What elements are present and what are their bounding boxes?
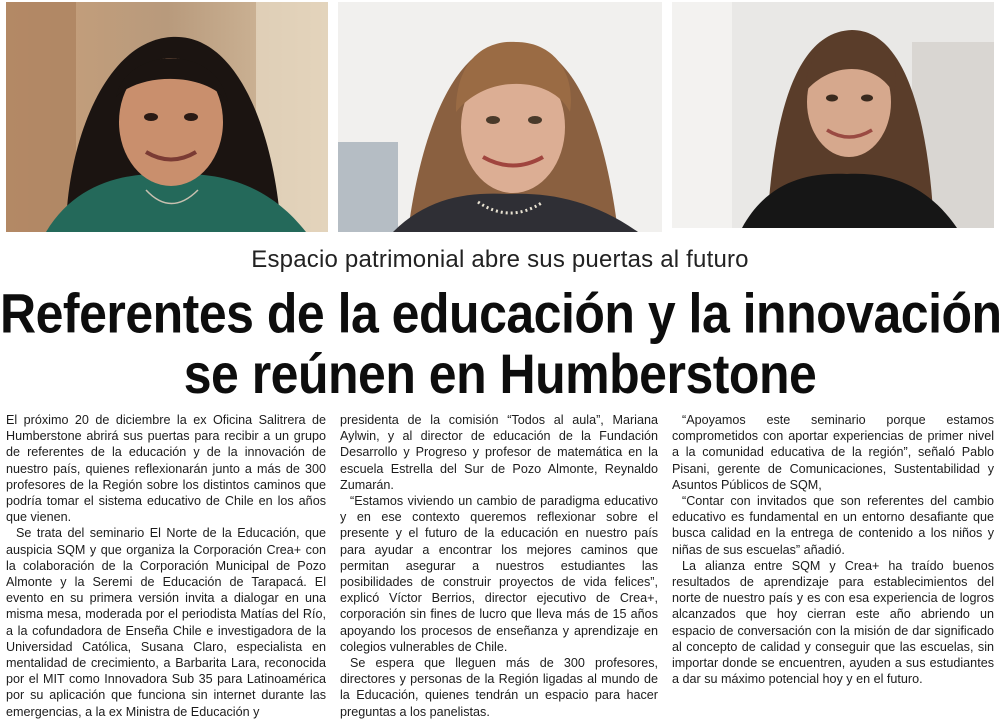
paragraph: El próximo 20 de diciembre la ex Oficina Salitrera de Humberstone abrirá sus puertas para recibir a un grupo de referentes de la educación y de la innovación de nuestro país, quienes reflexionarán junto a más de 300 profesores de la Región sobre los distintos caminos que podría tomar el sistema educativo de Chile en los años que vienen. bbox=[6, 413, 326, 525]
portrait-1-image bbox=[6, 2, 328, 232]
headline bbox=[0, 283, 1000, 404]
article-column-3 bbox=[672, 412, 994, 704]
portrait-2-image bbox=[338, 2, 662, 232]
paragraph: presidenta de la comisión “Todos al aula”, Mariana Aylwin, y al director de educación de la Fundación Desarrollo y Progreso y profesor de matemática en la escuela Estrella del Sur de Pozo Almonte, Reynaldo Zumarán. bbox=[340, 413, 658, 492]
photo-woman-black-sweater bbox=[672, 2, 994, 228]
paragraph: La alianza entre SQM y Crea+ ha traído buenos resultados de aprendizaje para establecimientos del norte de nuestro país y es con esa experiencia de logros alcanzados que hoy cierran este año abriendo un espacio de conversación con la misión de dar significado al concepto de calidad y conseguir que las escuelas, sin importar donde se encuentren, ayuden a sus estudiantes a dar su máximo potencial hoy y en el futuro. bbox=[672, 558, 994, 687]
kicker: Espacio patrimonial abre sus puertas al futuro bbox=[251, 246, 749, 273]
headline-line-2: se reúnen en Humberstone bbox=[183, 342, 817, 406]
paragraph: Se trata del seminario El Norte de la Educación, que auspicia SQM y que organiza la Corporación Crea+ con la colaboración de la Corporación Municipal de Pozo Almonte y la Seremi de Educación de Tarapacá. El evento en su primera versión invita a dialogar en una misma mesa, moderada por el periodista Matías del Río, a la cofundadora de Enseña Chile e investigadora de la Universidad Católica, Susana Claro, especialista en mentalidad de crecimiento, a Barbarita Lara, reconocida por el MIT como Innovadora Sub 35 para Latinoamérica por su aplicación que funciona sin internet durante las emergencias, a la ex Ministra de Educación y bbox=[6, 526, 326, 719]
paragraph: “Contar con invitados que son referentes del cambio educativo es fundamental en un entorno desafiante que busca calidad en la entrega de contenido a los niños y niñas de sus escuelas” añadió. bbox=[672, 494, 994, 557]
article-column-2 bbox=[340, 412, 658, 719]
paragraph: “Estamos viviendo un cambio de paradigma educativo y en ese contexto queremos reflexionar sobre el presente y el futuro de la educación en nuestro país para ayudar a encontrar los mejores caminos que permitan asegurar a nuestros estudiantes las posibilidades de construir proyectos de vida felices”, explicó Víctor Berrios, director ejecutivo de Crea+, corporación sin fines de lucro que lleva más de 15 años apoyando los procesos de enseñanza y aprendizaje en colegios vulnerables de Chile. bbox=[340, 494, 658, 654]
photo-strip bbox=[0, 0, 1000, 236]
article-body bbox=[0, 412, 1000, 719]
paragraph: “Apoyamos este seminario porque estamos comprometidos con aportar experiencias de primer nivel a la comunidad educativa de la región”, señaló Pablo Pisani, gerente de Comunicaciones, Sustentabilidad y Asuntos Públicos de SQM, bbox=[672, 413, 994, 492]
portrait-3-image bbox=[672, 2, 994, 228]
photo-woman-blonde bbox=[338, 2, 662, 232]
photo-woman-dark-hair bbox=[6, 2, 328, 232]
paragraph: Se espera que lleguen más de 300 profesores, directores y personas de la Región ligadas al mundo de la Educación, quienes tendrán un espacio para hacer preguntas a los panelistas. bbox=[340, 656, 658, 719]
article-column-1 bbox=[6, 412, 326, 719]
headline-line-1: Referentes de la educación y la innovación bbox=[0, 281, 1002, 345]
